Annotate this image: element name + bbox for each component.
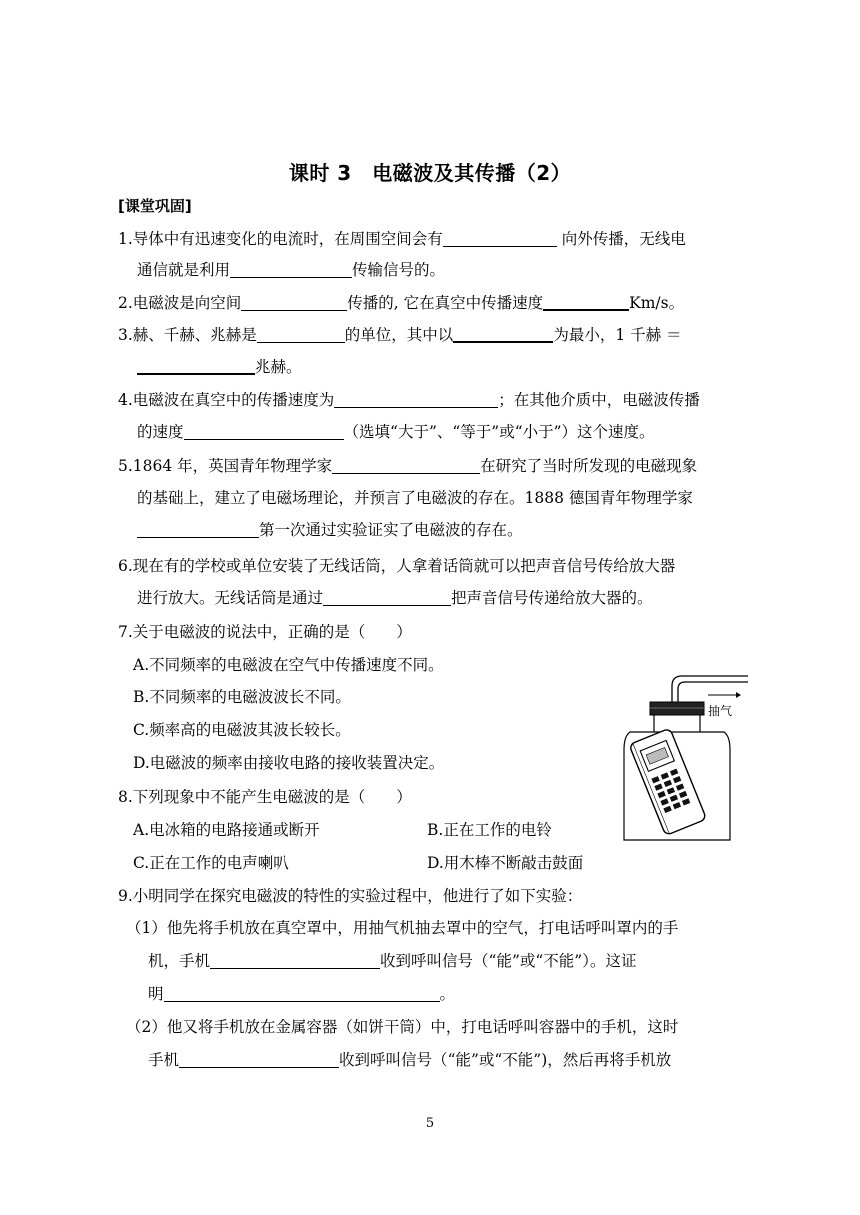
q7-stem: 7.关于电磁波的说法中，正确的是（ ） (118, 623, 412, 641)
q7-option-d[interactable]: D.电磁波的频率由接收电路的接收装置决定。 (133, 754, 445, 772)
q1-blank-2[interactable] (230, 261, 352, 278)
q5-text-d: 第一次通过实验证实了电磁波的存在。 (259, 521, 523, 539)
q9-part1-line2 (148, 951, 636, 971)
bell-jar-phone-illustration (620, 672, 748, 842)
q6-text-a: 6.现在有的学校或单位安装了无线话筒，人拿着话筒就可以把声音信号传给放大器 (118, 557, 676, 575)
q3-line2 (137, 357, 302, 377)
q9-p2-text-b: 手机 (148, 1051, 180, 1069)
q9-part2-line2 (148, 1050, 671, 1070)
q1-line2 (137, 260, 445, 280)
q4-blank-2[interactable] (184, 423, 344, 440)
q4-text-a: 4.电磁波在真空中的传播速度为 (118, 391, 335, 409)
q9-blank-1[interactable] (210, 952, 380, 969)
q8-option-d[interactable]: D.用木棒不断敲击鼓面 (427, 854, 584, 872)
q5-line1 (118, 456, 697, 476)
q9-p1-text-e: 。 (439, 985, 456, 1003)
q6-line2 (137, 588, 653, 608)
page-title: 课时 3 电磁波及其传播（2） (288, 161, 572, 185)
q4-text-d: （选填“大于”、“等于”或“小于”）这个速度。 (343, 423, 655, 441)
q4-text-b: ；在其他介质中，电磁波传播 (498, 391, 700, 409)
q1-text-c: 通信就是利用 (137, 261, 231, 279)
q4-line2 (137, 422, 655, 442)
q3-text-c: 为最小，1 千赫 ＝ (553, 326, 682, 344)
q5-blank-1[interactable] (332, 457, 480, 474)
q5-line3 (137, 520, 523, 540)
q1-text-d: 传输信号的。 (352, 261, 446, 279)
q5-text-c: 的基础上，建立了电磁场理论，并预言了电磁波的存在。1888 德国青年物理学家 (137, 489, 693, 507)
q2-line1 (118, 293, 684, 313)
q3-text-a: 3.赫、千赫、兆赫是 (118, 326, 257, 344)
q1-blank-1[interactable] (443, 230, 557, 247)
q3-blank-2[interactable] (453, 325, 553, 343)
q7-option-c[interactable]: C.频率高的电磁波其波长较长。 (133, 721, 351, 739)
q3-blank-3[interactable] (137, 357, 255, 375)
q9-blank-3[interactable] (179, 1051, 339, 1068)
q8-option-b[interactable]: B.正在工作的电铃 (427, 821, 552, 839)
q8-stem: 8.下列现象中不能产生电磁波的是（ ） (118, 788, 412, 806)
q5-blank-2[interactable] (137, 521, 259, 538)
q6-line1 (118, 556, 675, 576)
q4-text-c: 的速度 (137, 423, 184, 441)
q9-p2-text-c: 收到呼叫信号（“能”或“不能”)，然后再将手机放 (339, 1051, 672, 1069)
q9-part1-line1: （1）他先将手机放在真空罩中，用抽气机抽去罩中的空气，打电话呼叫罩内的手 (126, 919, 679, 937)
q5-line2 (137, 488, 693, 508)
q3-line1 (118, 325, 682, 345)
q1-text-a: 1.导体中有迅速变化的电流时，在周围空间会有 (118, 230, 443, 248)
q2-text-a: 2.电磁波是向空间 (118, 294, 242, 312)
q2-text-c: Km/s。 (629, 294, 685, 312)
q1-line1 (118, 229, 686, 249)
q3-text-d: 兆赫。 (255, 358, 302, 376)
q4-blank-1[interactable] (334, 391, 498, 408)
q9-p1-text-d: 明 (148, 985, 164, 1003)
q9-part1-line3 (148, 984, 455, 1004)
figure-label-pump: 抽气 (708, 704, 733, 718)
q2-text-b: 传播的, 它在真空中传播速度 (347, 294, 544, 312)
section-heading: [课堂巩固] (118, 197, 192, 215)
q4-line1 (118, 390, 700, 410)
q5-text-a: 5.1864 年，英国青年物理学家 (118, 457, 333, 475)
q7-option-a[interactable]: A.不同频率的电磁波在空气中传播速度不同。 (133, 656, 444, 674)
page-number: 5 (425, 1116, 435, 1131)
q9-p1-text-b: 机，手机 (148, 952, 211, 970)
q7-option-b[interactable]: B.不同频率的电磁波波长不同。 (133, 688, 351, 706)
q9-stem: 9.小明同学在探究电磁波的特性的实验过程中，他进行了如下实验： (118, 887, 583, 905)
q1-text-b: 向外传播，无线电 (556, 230, 686, 248)
q8-option-c[interactable]: C.正在工作的电声喇叭 (133, 854, 289, 872)
bell-jar-figure (620, 672, 748, 842)
q9-part2-line1: （2）他又将手机放在金属容器（如饼干筒）中，打电话呼叫容器中的手机，这时 (126, 1018, 679, 1036)
q9-p1-text-c: 收到呼叫信号（“能”或“不能”）。这证 (380, 952, 637, 970)
q6-text-b: 进行放大。无线话筒是通过 (137, 589, 324, 607)
q2-blank-2[interactable] (543, 293, 629, 311)
q2-blank-1[interactable] (241, 294, 347, 311)
q9-blank-2[interactable] (164, 985, 440, 1002)
q6-blank-1[interactable] (323, 589, 451, 606)
q6-text-c: 把声音信号传递给放大器的。 (451, 589, 653, 607)
q8-option-a[interactable]: A.电冰箱的电路接通或断开 (133, 821, 320, 839)
q3-blank-1[interactable] (257, 326, 345, 343)
q3-text-b: 的单位，其中以 (344, 326, 454, 344)
q5-text-b: 在研究了当时所发现的电磁现象 (480, 457, 698, 475)
